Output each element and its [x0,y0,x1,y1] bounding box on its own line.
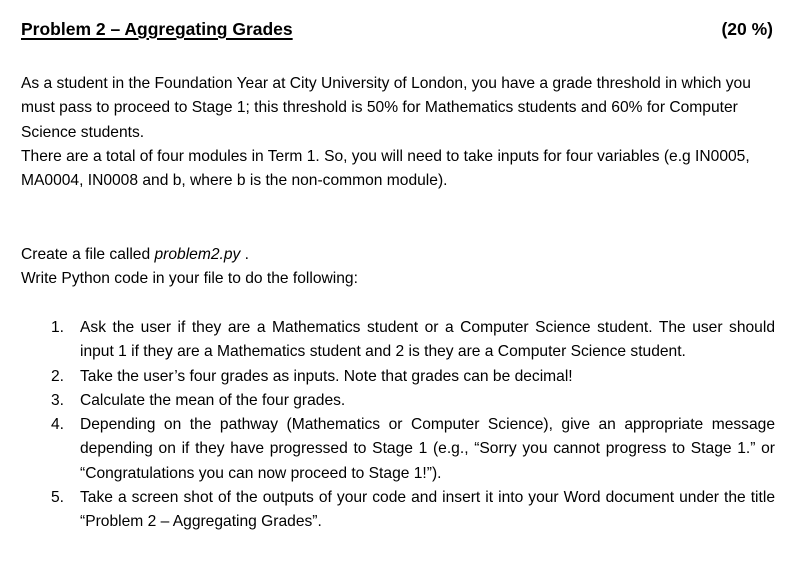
step-text: Ask the user if they are a Mathematics student or a Computer Science student. The user should input 1 if they are a Mathematics student and 2 is they are a Computer Science student. [80,319,775,361]
list-item [51,365,775,389]
task-section [21,243,781,292]
steps-list [51,316,775,535]
list-item [51,316,775,365]
problem-weight: (20 %) [721,19,773,39]
step-number: 5. [51,489,65,507]
step-number: 2. [51,367,65,385]
create-suffix: . [240,246,249,263]
instruction-line: Write Python code in your file to do the following: [21,270,358,288]
step-text: Take a screen shot of the outputs of your code and insert it into your Word document under the title “Problem 2 – Aggregating Grades”. [80,489,775,531]
list-item [51,486,775,535]
filename: problem2.py [154,246,241,263]
create-file-line [21,243,781,267]
step-text: Calculate the mean of the four grades. [80,391,346,409]
step-text: Depending on the pathway (Mathematics or Computer Science), give an appropriate message depending on if they have progressed to Stage 1 (e.g., “Sorry you cannot progress to Stage 1.” or “Congratulations you can now proceed to Stage 1!”). [80,416,775,482]
intro-paragraph-threshold: As a student in the Foundation Year at City University of London, you have a grade threshold in which you must pass to proceed to Stage 1; this threshold is 50% for Mathematics students and 60% for Computer Science students. [21,75,751,141]
step-number: 3. [51,391,65,409]
step-text: Take the user’s four grades as inputs. Note that grades can be decimal! [80,367,573,385]
intro-paragraph-modules: There are a total of four modules in Term 1. So, you will need to take inputs for four variables (e.g IN0005, MA0004, IN0008 and b, where b is the non-common module). [21,147,750,190]
step-number: 1. [51,319,65,336]
problem-header [21,19,773,45]
intro-section [21,72,781,193]
create-prefix: Create a file called [21,246,155,263]
list-item [51,389,775,413]
list-item [51,413,775,486]
step-number: 4. [51,416,65,434]
problem-title: Problem 2 – Aggregating Grades [21,19,293,39]
